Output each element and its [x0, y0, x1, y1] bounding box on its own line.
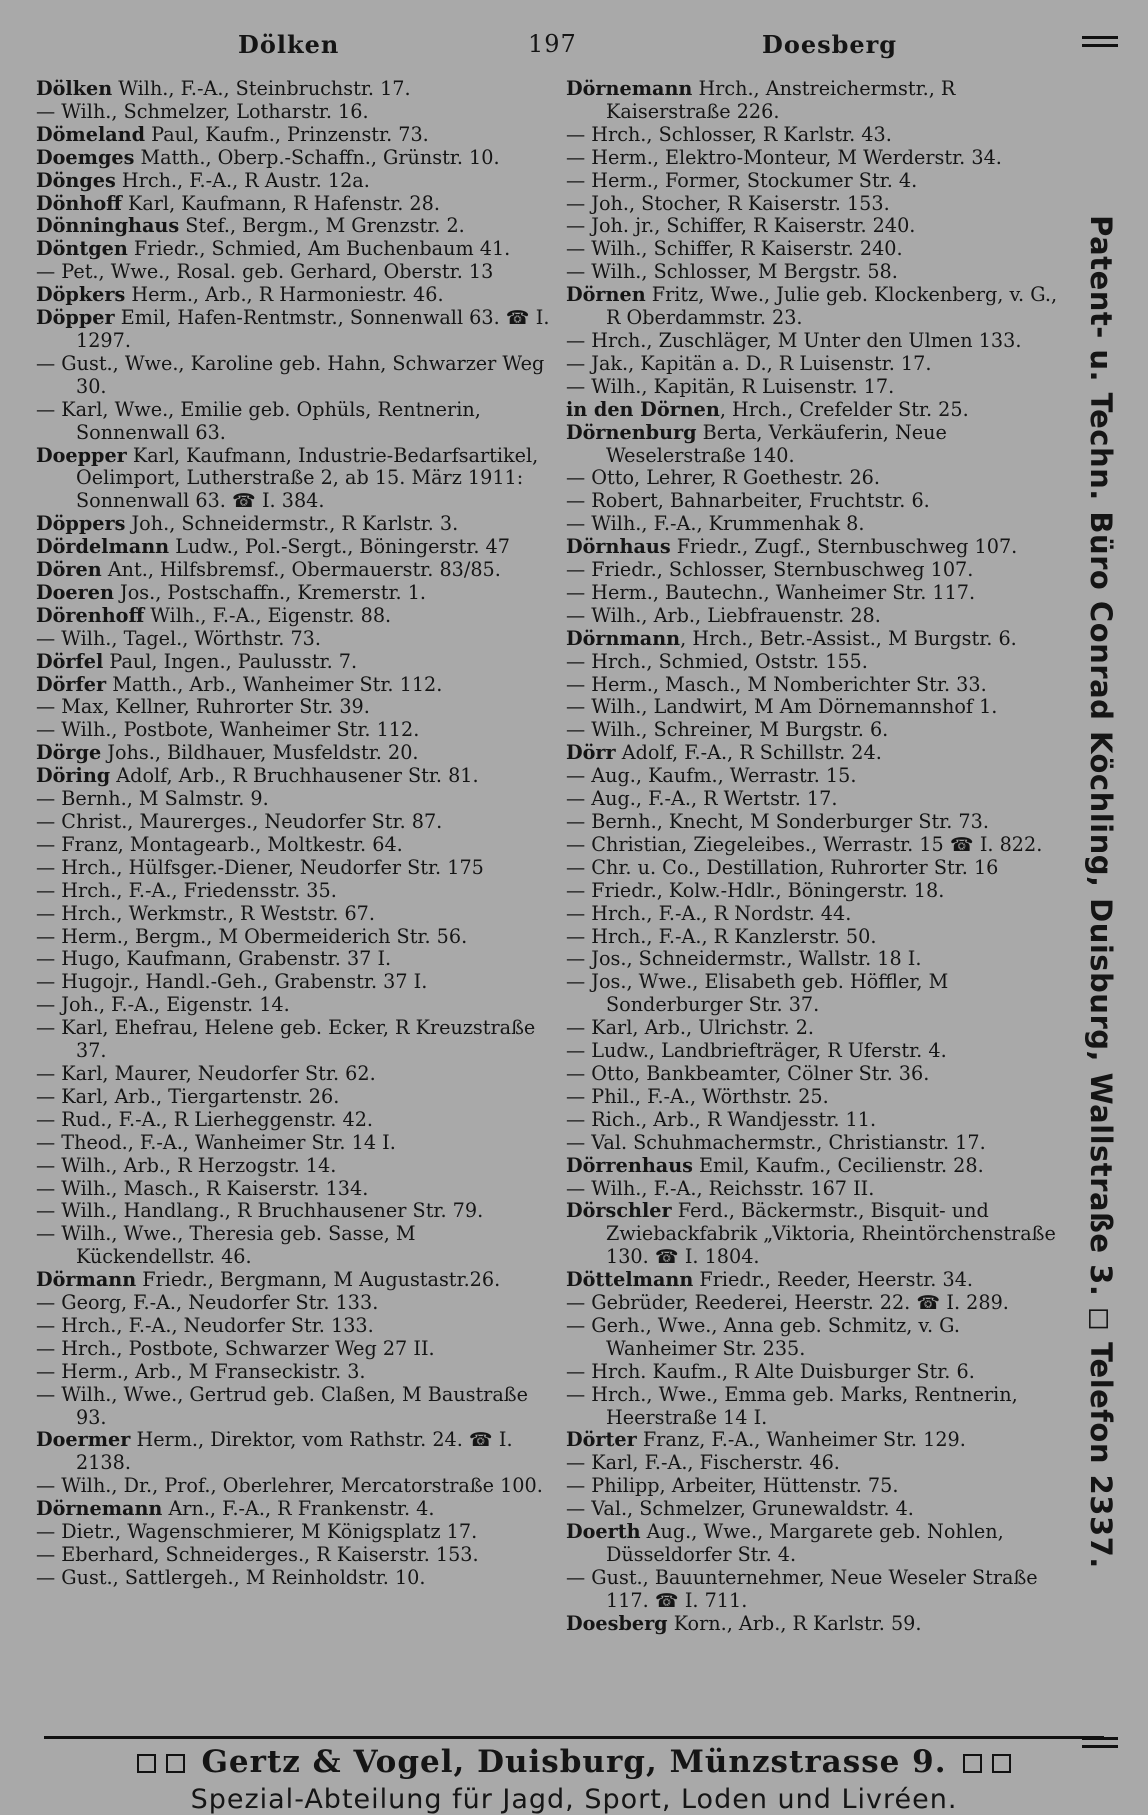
directory-entry [36, 1017, 551, 1063]
entry-details: — Gust., Bauunternehmer, Neue Weseler Straße 117. ☎ I. 711. [566, 1565, 1038, 1612]
directory-entry [566, 628, 1074, 651]
directory-entry [36, 719, 551, 742]
directory-entry [566, 1132, 1074, 1155]
entry-details: Paul, Ingen., Paulusstr. 7. [103, 649, 358, 673]
entry-details: — Hrch., F.-A., R Kanzlerstr. 50. [566, 924, 877, 948]
entry-details: — Jak., Kapitän a. D., R Luisenstr. 17. [566, 351, 932, 375]
entry-details: — Georg, F.-A., Neudorfer Str. 133. [36, 1291, 379, 1315]
directory-entry [36, 880, 551, 903]
directory-entry [566, 399, 1074, 422]
entry-surname: Dörrenhaus [566, 1153, 693, 1177]
directory-entry [36, 1315, 551, 1338]
entry-details: — Wilh., Wwe., Gertrud geb. Claßen, M Baustraße 93. [36, 1382, 528, 1429]
directory-entry [36, 1338, 551, 1361]
entry-details: — Gerh., Wwe., Anna geb. Schmitz, v. G. Wanheimer Str. 235. [566, 1313, 960, 1360]
directory-entry [36, 742, 551, 765]
directory-entry [36, 994, 551, 1017]
directory-entry [566, 1200, 1074, 1269]
entry-details: Adolf, F.-A., R Schillstr. 24. [615, 741, 882, 765]
entry-details: Stef., Bergm., M Grenzstr. 2. [179, 214, 465, 238]
directory-entry [36, 1475, 551, 1498]
entry-details: — Val. Schuhmachermstr., Christianstr. 17. [566, 1130, 986, 1154]
sidebar-ad-text: Patent- u. Techn. Büro Conrad Köchling, Duisburg, Wallstraße 3. ◻ Telefon 2337. [1084, 215, 1118, 1569]
directory-entry [566, 1384, 1074, 1430]
directory-entry [36, 857, 551, 880]
entry-details: — Herm., Masch., M Nomberichter Str. 33. [566, 672, 987, 696]
entry-details: , Hrch., Crefelder Str. 25. [719, 397, 969, 421]
directory-entry [566, 582, 1074, 605]
directory-entry [566, 903, 1074, 926]
entry-details: — Karl, Maurer, Neudorfer Str. 62. [36, 1061, 376, 1085]
directory-entry [36, 1544, 551, 1567]
directory-entry [36, 1132, 551, 1155]
header-left-keyword: Dölken [238, 30, 340, 59]
entry-details: Korn., Arb., R Karlstr. 59. [667, 1611, 922, 1635]
directory-entry [566, 78, 1074, 124]
entry-surname: Doerth [566, 1520, 641, 1544]
sidebar-advertisement [1076, 36, 1126, 1748]
entry-details: — Wilh., Schlosser, M Bergstr. 58. [566, 260, 898, 284]
entry-details: — Hrch., F.-A., Neudorfer Str. 133. [36, 1313, 374, 1337]
entry-details: Herm., Arb., R Harmoniestr. 46. [125, 283, 444, 307]
entry-details: — Wilh., Arb., R Herzogstr. 14. [36, 1153, 337, 1177]
entry-details: Jos., Postschaffn., Kremerstr. 1. [113, 580, 427, 604]
directory-entry [566, 238, 1074, 261]
directory-entry [566, 1498, 1074, 1521]
entry-details: Friedr., Zugf., Sternbuschweg 107. [670, 535, 1018, 559]
entry-surname: Dördelmann [36, 535, 170, 559]
entry-details: , Hrch., Betr.-Assist., M Burgstr. 6. [680, 626, 1017, 650]
entry-surname: Döpkers [36, 283, 126, 307]
entry-details: — Ludw., Landbriefträger, R Uferstr. 4. [566, 1039, 947, 1063]
directory-entry [566, 284, 1074, 330]
entry-details: — Wilh., F.-A., Reichsstr. 167 II. [566, 1176, 875, 1200]
directory-entry [36, 696, 551, 719]
directory-entry [36, 1178, 551, 1201]
entry-details: — Theod., F.-A., Wanheimer Str. 14 I. [36, 1130, 396, 1154]
entry-details: — Jos., Schneidermstr., Wallstr. 18 I. [566, 947, 922, 971]
directory-entry [566, 1063, 1074, 1086]
directory-entry [566, 1315, 1074, 1361]
directory-entry [566, 513, 1074, 536]
entry-details: — Karl, Ehefrau, Helene geb. Ecker, R Kreuzstraße 37. [36, 1016, 536, 1063]
directory-entry [36, 170, 551, 193]
directory-entry [566, 490, 1074, 513]
directory-entry [566, 834, 1074, 857]
entry-details: — Gebrüder, Reederei, Heerstr. 22. ☎ I. 289. [566, 1291, 1009, 1315]
entry-details: Arn., F.-A., R Frankenstr. 4. [162, 1497, 435, 1521]
directory-entry [36, 811, 551, 834]
entry-details: — Aug., Kaufm., Werrastr. 15. [566, 764, 857, 788]
directory-entry [36, 261, 551, 284]
entry-surname: Doesberg [566, 1611, 668, 1635]
entry-surname: Döntgen [36, 237, 128, 261]
directory-entry [36, 1223, 551, 1269]
entry-details: — Herm., Bautechn., Wanheimer Str. 117. [566, 580, 976, 604]
entry-details: — Hrch., Schlosser, R Karlstr. 43. [566, 122, 892, 146]
directory-entry [566, 926, 1074, 949]
directory-entry [36, 903, 551, 926]
entry-surname: Dörge [36, 741, 102, 765]
entry-details: — Gust., Wwe., Karoline geb. Hahn, Schwarzer Weg 30. [36, 351, 545, 398]
entry-details: — Robert, Bahnarbeiter, Fruchtstr. 6. [566, 489, 930, 513]
entry-details: Paul, Kaufm., Prinzenstr. 73. [145, 122, 429, 146]
entry-details: — Christian, Ziegeleibes., Werrastr. 15 ☎ I. 822. [566, 832, 1043, 856]
entry-surname: Döring [36, 764, 111, 788]
directory-entry [566, 559, 1074, 582]
entry-details: — Wilh., Schreiner, M Burgstr. 6. [566, 718, 889, 742]
entry-surname: Dömeland [36, 122, 146, 146]
entry-surname: Dölken [36, 77, 113, 100]
footer-ad-line1 [40, 1744, 1108, 1780]
directory-entry [36, 399, 551, 445]
entry-surname: Dörfer [36, 672, 107, 696]
directory-entry [566, 1521, 1074, 1567]
entry-details: — Karl, Arb., Tiergartenstr. 26. [36, 1084, 340, 1108]
entry-details: — Wilh., Schiffer, R Kaiserstr. 240. [566, 237, 903, 261]
directory-entry [566, 605, 1074, 628]
directory-entry [566, 651, 1074, 674]
entry-details: — Rud., F.-A., R Lierheggenstr. 42. [36, 1107, 374, 1131]
directory-entry [36, 1292, 551, 1315]
entry-details: — Joh., F.-A., Eigenstr. 14. [36, 993, 290, 1017]
entry-details: — Hrch., F.-A., Friedensstr. 35. [36, 878, 337, 902]
directory-entry [566, 1613, 1074, 1636]
right-column [566, 78, 1074, 1636]
entry-details: Wilh., F.-A., Steinbruchstr. 17. [112, 77, 411, 100]
entry-surname: Dörschler [566, 1199, 672, 1223]
directory-entry [566, 948, 1074, 971]
entry-details: Friedr., Reeder, Heerstr. 34. [693, 1268, 974, 1292]
entry-details: — Otto, Lehrer, R Goethestr. 26. [566, 466, 880, 490]
directory-entry [36, 307, 551, 353]
directory-entry [566, 719, 1074, 742]
entry-details: — Dietr., Wagenschmierer, M Königsplatz 17. [36, 1520, 478, 1544]
entry-details: — Joh. jr., Schiffer, R Kaiserstr. 240. [566, 214, 916, 238]
entry-surname: Döppers [36, 512, 126, 536]
directory-entry [566, 536, 1074, 559]
entry-surname: Döttelmann [566, 1268, 694, 1292]
directory-entry [36, 605, 551, 628]
entry-surname: Döpper [36, 306, 115, 330]
directory-entry [566, 1155, 1074, 1178]
entry-surname: Doemges [36, 145, 135, 169]
entry-details: Berta, Verkäuferin, Neue Weselerstraße 140. [606, 420, 947, 467]
entry-details: Friedr., Schmied, Am Buchenbaum 41. [127, 237, 511, 261]
entry-surname: Dörnhaus [566, 535, 671, 559]
directory-entry [36, 674, 551, 697]
entry-surname: in den Dörnen [566, 397, 720, 421]
directory-entry [566, 880, 1074, 903]
directory-entry [566, 742, 1074, 765]
entry-details: — Joh., Stocher, R Kaiserstr. 153. [566, 191, 890, 215]
directory-entry [36, 353, 551, 399]
entry-surname: Doeren [36, 580, 114, 604]
directory-entry [36, 445, 551, 514]
directory-entry [566, 1086, 1074, 1109]
footer-ad-line2: Spezial-Abteilung für Jagd, Sport, Loden und Livréen. [190, 1784, 958, 1815]
entry-details: — Hrch., F.-A., R Nordstr. 44. [566, 901, 852, 925]
entry-details: — Eberhard, Schneiderges., R Kaiserstr. 153. [36, 1543, 479, 1566]
entry-details: Ludw., Pol.-Sergt., Böningerstr. 47 [169, 535, 510, 559]
directory-entry [36, 238, 551, 261]
entry-details: — Wilh., Tagel., Wörthstr. 73. [36, 626, 321, 650]
square-ornament-icon [963, 1754, 982, 1773]
entry-surname: Dörnen [566, 283, 646, 307]
entry-details: — Hrch., Schmied, Oststr. 155. [566, 649, 868, 673]
entry-details: — Herm., Former, Stockumer Str. 4. [566, 168, 918, 192]
entry-details: — Wilh., Kapitän, R Luisenstr. 17. [566, 374, 895, 398]
entry-details: Herm., Direktor, vom Rathstr. 24. ☎ I. 2138. [76, 1428, 513, 1475]
entry-details: — Wilh., F.-A., Krummenhak 8. [566, 512, 865, 536]
entry-details: — Franz, Montagearb., Moltkestr. 64. [36, 832, 403, 856]
entry-details: — Hrch., Hülfsger.-Diener, Neudorfer Str. 175 [36, 855, 484, 879]
entry-details: — Pet., Wwe., Rosal. geb. Gerhard, Oberstr. 13 [36, 260, 494, 284]
directory-entry [566, 1017, 1074, 1040]
entry-details: Johs., Bildhauer, Musfeldstr. 20. [101, 741, 419, 765]
directory-entry [566, 1475, 1074, 1498]
directory-entry [566, 857, 1074, 880]
directory-entry [566, 330, 1074, 353]
entry-details: Matth., Arb., Wanheimer Str. 112. [106, 672, 443, 696]
directory-entry [566, 170, 1074, 193]
entry-details: — Hugo, Kaufmann, Grabenstr. 37 I. [36, 947, 392, 971]
square-ornament-icon [992, 1754, 1011, 1773]
directory-entry [36, 1429, 551, 1475]
directory-entry [36, 513, 551, 536]
directory-entry [36, 948, 551, 971]
directory-entry [566, 353, 1074, 376]
directory-entry [36, 1521, 551, 1544]
directory-entry [566, 971, 1074, 1017]
entry-details: — Hrch. Kaufm., R Alte Duisburger Str. 6. [566, 1359, 975, 1383]
entry-surname: Dörnemann [566, 77, 693, 100]
directory-entry [36, 765, 551, 788]
entry-details: — Wilh., Schmelzer, Lotharstr. 16. [36, 99, 369, 123]
entry-surname: Dönhoff [36, 191, 122, 215]
directory-entry [566, 1269, 1074, 1292]
directory-entry [36, 193, 551, 216]
entry-details: Karl, Kaufmann, Industrie-Bedarfsartikel, Oelimport, Lutherstraße 2, ab 15. März 1911: Sonnenwall 63. ☎ I. 384. [76, 443, 539, 513]
directory-entry [566, 1292, 1074, 1315]
directory-entry [36, 788, 551, 811]
header-right-keyword: Doesberg [762, 30, 898, 59]
entry-details: — Hrch., Zuschläger, M Unter den Ulmen 133. [566, 328, 1022, 352]
directory-entry [566, 124, 1074, 147]
entry-details: — Philipp, Arbeiter, Hüttenstr. 75. [566, 1474, 899, 1498]
directory-entry [566, 467, 1074, 490]
sidebar-rule-top [1082, 36, 1118, 39]
directory-entry [36, 582, 551, 605]
directory-entry [566, 1040, 1074, 1063]
directory-entry [36, 124, 551, 147]
entry-details: — Bernh., Knecht, M Sonderburger Str. 73. [566, 810, 989, 833]
entry-details: Emil, Kaufm., Cecilienstr. 28. [692, 1153, 984, 1177]
entry-details: — Hugojr., Handl.-Geh., Grabenstr. 37 I. [36, 970, 428, 994]
entry-details: — Jos., Wwe., Elisabeth geb. Höffler, M Sonderburger Str. 37. [566, 970, 949, 1017]
entry-surname: Dörter [566, 1428, 637, 1452]
entry-details: — Bernh., M Salmstr. 9. [36, 787, 269, 811]
directory-entry [36, 1109, 551, 1132]
directory-entry [566, 422, 1074, 468]
entry-surname: Doepper [36, 443, 127, 467]
entry-details: — Friedr., Schlosser, Sternbuschweg 107. [566, 558, 974, 582]
directory-entry [566, 147, 1074, 170]
entry-details: — Wilh., Landwirt, M Am Dörnemannshof 1. [566, 695, 998, 719]
entry-details: — Hrch., Postbote, Schwarzer Weg 27 II. [36, 1336, 435, 1360]
directory-entry [566, 1429, 1074, 1452]
directory-entry [566, 1567, 1074, 1613]
entry-details: — Hrch., Wwe., Emma geb. Marks, Rentnerin, Heerstraße 14 I. [566, 1382, 1018, 1429]
directory-entry [36, 1086, 551, 1109]
entry-details: Aug., Wwe., Margarete geb. Nohlen, Düsseldorfer Str. 4. [606, 1520, 1004, 1566]
entry-surname: Dörfel [36, 649, 104, 673]
entry-details: — Herm., Bergm., M Obermeiderich Str. 56. [36, 924, 468, 948]
entry-details: Hrch., Anstreichermstr., R Kaiserstraße 226. [606, 77, 956, 123]
entry-details: Matth., Oberp.-Schaffn., Grünstr. 10. [134, 145, 500, 169]
entry-details: Hrch., F.-A., R Austr. 12a. [115, 168, 370, 192]
directory-entry [566, 788, 1074, 811]
entry-details: Ferd., Bäckermstr., Bisquit- und Zwiebackfabrik „Viktoria, Rheintörchenstraße 130. ☎ I. 1804. [606, 1199, 1056, 1269]
footer-rule [44, 1736, 1104, 1739]
directory-entry [566, 215, 1074, 238]
entry-details: — Karl, Arb., Ulrichstr. 2. [566, 1016, 815, 1040]
entry-details: — Wilh., Postbote, Wanheimer Str. 112. [36, 718, 420, 742]
directory-entry [36, 78, 551, 101]
entry-surname: Dören [36, 558, 102, 582]
entry-surname: Dörr [566, 741, 616, 765]
entry-details: Ant., Hilfsbremsf., Obermauerstr. 83/85. [101, 558, 501, 582]
directory-entry [36, 1384, 551, 1430]
entry-details: — Herm., Elektro-Monteur, M Werderstr. 34. [566, 145, 1002, 169]
directory-entry [36, 1567, 551, 1590]
entry-details: Fritz, Wwe., Julie geb. Klockenberg, v. G., R Oberdammstr. 23. [606, 283, 1058, 330]
entry-details: Franz, F.-A., Wanheimer Str. 129. [636, 1428, 966, 1452]
entry-details: — Wilh., Wwe., Theresia geb. Sasse, M Kückendellstr. 46. [36, 1222, 416, 1269]
entry-details: — Wilh., Dr., Prof., Oberlehrer, Mercatorstraße 100. [36, 1474, 543, 1498]
directory-entry [566, 1452, 1074, 1475]
directory-entry [36, 971, 551, 994]
entry-details: — Otto, Bankbeamter, Cölner Str. 36. [566, 1061, 930, 1085]
entry-details: — Max, Kellner, Ruhrorter Str. 39. [36, 695, 370, 719]
entry-details: Emil, Hafen-Rentmstr., Sonnenwall 63. ☎ I. 1297. [76, 306, 550, 352]
entry-details: Joh., Schneidermstr., R Karlstr. 3. [125, 512, 459, 536]
sidebar-rule-top-2 [1082, 44, 1118, 47]
directory-entry [566, 696, 1074, 719]
entry-details: — Chr. u. Co., Destillation, Ruhrorter Str. 16 [566, 855, 999, 879]
square-ornament-icon [137, 1754, 156, 1773]
entry-surname: Dörenhoff [36, 603, 145, 627]
directory-entry [36, 651, 551, 674]
entry-details: — Wilh., Handlang., R Bruchhausener Str. 79. [36, 1199, 484, 1223]
footer-ad-company: Gertz & Vogel, Duisburg, Münzstrasse 9. [201, 1744, 947, 1780]
directory-entry [36, 834, 551, 857]
entry-surname: Dörnmann [566, 626, 681, 650]
entry-details: — Herm., Arb., M Franseckistr. 3. [36, 1359, 366, 1383]
directory-entry [566, 1361, 1074, 1384]
left-column [36, 78, 551, 1590]
entry-details: — Gust., Sattlergeh., M Reinholdstr. 10. [36, 1565, 426, 1589]
entry-details: — Christ., Maurerges., Neudorfer Str. 87. [36, 810, 443, 833]
directory-entry [566, 811, 1074, 834]
entry-surname: Doermer [36, 1428, 131, 1452]
entry-surname: Dörmann [36, 1268, 137, 1292]
entry-details: — Karl, F.-A., Fischerstr. 46. [566, 1451, 840, 1475]
directory-entry [36, 1269, 551, 1292]
entry-details: — Wilh., Masch., R Kaiserstr. 134. [36, 1176, 369, 1200]
entry-details: Wilh., F.-A., Eigenstr. 88. [144, 603, 392, 627]
directory-entry [36, 536, 551, 559]
entry-surname: Dönninghaus [36, 214, 180, 238]
directory-entry [36, 284, 551, 307]
entry-details: — Hrch., Werkmstr., R Weststr. 67. [36, 901, 375, 925]
directory-entry [36, 147, 551, 170]
directory-entry [566, 1178, 1074, 1201]
directory-entry [36, 1498, 551, 1521]
directory-entry [566, 1109, 1074, 1132]
directory-entry [36, 215, 551, 238]
entry-surname: Dörnenburg [566, 420, 697, 444]
entry-surname: Dönges [36, 168, 116, 192]
entry-details: — Wilh., Arb., Liebfrauenstr. 28. [566, 603, 881, 627]
directory-entry [36, 1063, 551, 1086]
directory-entry [566, 193, 1074, 216]
page-number: 197 [528, 30, 577, 58]
entry-details: — Phil., F.-A., Wörthstr. 25. [566, 1084, 829, 1108]
directory-entry [36, 101, 551, 124]
square-ornament-icon [166, 1754, 185, 1773]
directory-entry [36, 628, 551, 651]
directory-entry [566, 765, 1074, 788]
entry-details: — Aug., F.-A., R Wertstr. 17. [566, 787, 838, 811]
entry-details: — Friedr., Kolw.-Hdlr., Böningerstr. 18. [566, 878, 945, 902]
entry-surname: Dörnemann [36, 1497, 163, 1521]
entry-details: — Rich., Arb., R Wandjesstr. 11. [566, 1107, 877, 1131]
directory-entry [566, 376, 1074, 399]
entry-details: Karl, Kaufmann, R Hafenstr. 28. [121, 191, 440, 215]
directory-entry [36, 559, 551, 582]
directory-entry [36, 1155, 551, 1178]
directory-entry [36, 1200, 551, 1223]
directory-entry [36, 926, 551, 949]
entry-details: Friedr., Bergmann, M Augustastr.26. [136, 1268, 501, 1292]
directory-entry [566, 674, 1074, 697]
directory-entry [36, 1361, 551, 1384]
directory-entry [566, 261, 1074, 284]
entry-details: — Val., Schmelzer, Grunewaldstr. 4. [566, 1497, 914, 1521]
entry-details: Adolf, Arb., R Bruchhausener Str. 81. [110, 764, 479, 788]
entry-details: — Karl, Wwe., Emilie geb. Ophüls, Rentnerin, Sonnenwall 63. [36, 397, 481, 444]
